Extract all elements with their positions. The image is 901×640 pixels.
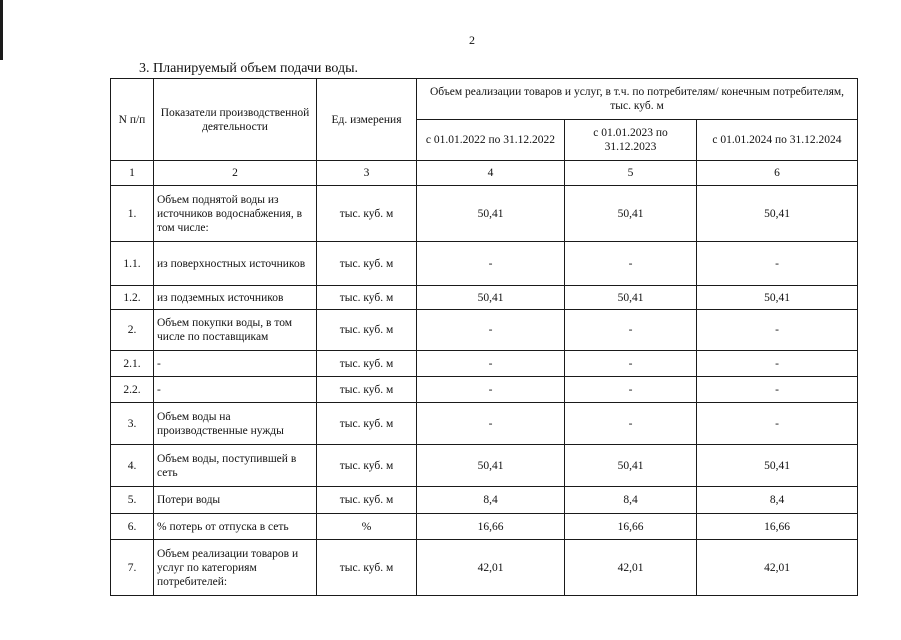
row-num: 7.: [111, 540, 154, 596]
row-value-2024: 50,41: [697, 445, 858, 487]
row-indicator: Объем покупки воды, в том числе по поставщикам: [154, 310, 317, 351]
section-title: 3. Планируемый объем подачи воды.: [139, 61, 359, 76]
row-indicator: % потерь от отпуска в сеть: [154, 514, 317, 540]
row-unit: тыс. куб. м: [317, 540, 417, 596]
row-value-2023: -: [565, 351, 697, 377]
column-number: 2: [154, 161, 317, 186]
row-unit: тыс. куб. м: [317, 445, 417, 487]
header-unit: Ед. измерения: [317, 79, 417, 161]
row-unit: %: [317, 514, 417, 540]
table-row: [111, 514, 858, 540]
table-row: [111, 286, 858, 310]
row-value-2023: 50,41: [565, 186, 697, 242]
row-unit: тыс. куб. м: [317, 242, 417, 286]
row-value-2022: -: [417, 351, 565, 377]
scan-edge-mark: [0, 0, 3, 60]
row-indicator: из подземных источников: [154, 286, 317, 310]
row-indicator: из поверхностных источников: [154, 242, 317, 286]
row-value-2022: -: [417, 377, 565, 403]
row-num: 6.: [111, 514, 154, 540]
header-row-1: [111, 79, 858, 120]
row-value-2023: -: [565, 310, 697, 351]
row-indicator: Объем воды на производственные нужды: [154, 403, 317, 445]
row-value-2022: -: [417, 310, 565, 351]
row-num: 1.1.: [111, 242, 154, 286]
row-value-2023: 16,66: [565, 514, 697, 540]
row-indicator: -: [154, 351, 317, 377]
row-value-2024: -: [697, 403, 858, 445]
column-number-row: [111, 161, 858, 186]
row-value-2022: 50,41: [417, 186, 565, 242]
row-value-2023: -: [565, 377, 697, 403]
row-value-2022: 16,66: [417, 514, 565, 540]
table-row: [111, 242, 858, 286]
header-period-2024: с 01.01.2024 по 31.12.2024: [697, 120, 858, 161]
header-num: N п/п: [111, 79, 154, 161]
row-num: 1.: [111, 186, 154, 242]
row-indicator: -: [154, 377, 317, 403]
row-value-2023: 50,41: [565, 286, 697, 310]
column-number: 6: [697, 161, 858, 186]
water-supply-table: [110, 78, 858, 596]
row-unit: тыс. куб. м: [317, 186, 417, 242]
row-value-2024: 50,41: [697, 286, 858, 310]
row-value-2023: 42,01: [565, 540, 697, 596]
column-number: 4: [417, 161, 565, 186]
table-row: [111, 186, 858, 242]
row-unit: тыс. куб. м: [317, 310, 417, 351]
row-value-2024: 16,66: [697, 514, 858, 540]
header-period-2022: с 01.01.2022 по 31.12.2022: [417, 120, 565, 161]
row-unit: тыс. куб. м: [317, 487, 417, 514]
row-value-2022: -: [417, 403, 565, 445]
header-indicator: Показатели производственной деятельности: [154, 79, 317, 161]
header-period-2023: с 01.01.2023 по 31.12.2023: [565, 120, 697, 161]
row-num: 2.1.: [111, 351, 154, 377]
table-row: [111, 377, 858, 403]
table-row: [111, 487, 858, 514]
page-number: 2: [469, 33, 475, 47]
row-num: 5.: [111, 487, 154, 514]
row-unit: тыс. куб. м: [317, 351, 417, 377]
row-value-2022: 50,41: [417, 445, 565, 487]
row-value-2022: -: [417, 242, 565, 286]
row-value-2024: -: [697, 377, 858, 403]
row-value-2024: -: [697, 242, 858, 286]
column-number: 3: [317, 161, 417, 186]
row-indicator: Потери воды: [154, 487, 317, 514]
row-unit: тыс. куб. м: [317, 286, 417, 310]
row-num: 3.: [111, 403, 154, 445]
row-value-2024: 42,01: [697, 540, 858, 596]
row-value-2024: -: [697, 310, 858, 351]
row-num: 1.2.: [111, 286, 154, 310]
table-row: [111, 351, 858, 377]
row-value-2023: 50,41: [565, 445, 697, 487]
row-value-2023: 8,4: [565, 487, 697, 514]
table-row: [111, 540, 858, 596]
row-value-2024: -: [697, 351, 858, 377]
row-indicator: Объем реализации товаров и услуг по категориям потребителей:: [154, 540, 317, 596]
row-indicator: Объем воды, поступившей в сеть: [154, 445, 317, 487]
row-value-2024: 50,41: [697, 186, 858, 242]
row-value-2023: -: [565, 403, 697, 445]
row-num: 2.2.: [111, 377, 154, 403]
row-value-2022: 8,4: [417, 487, 565, 514]
table-row: [111, 445, 858, 487]
row-indicator: Объем поднятой воды из источников водоснабжения, в том числе:: [154, 186, 317, 242]
table-row: [111, 310, 858, 351]
row-value-2023: -: [565, 242, 697, 286]
column-number: 5: [565, 161, 697, 186]
row-value-2022: 42,01: [417, 540, 565, 596]
column-number: 1: [111, 161, 154, 186]
row-value-2024: 8,4: [697, 487, 858, 514]
row-num: 4.: [111, 445, 154, 487]
table-row: [111, 403, 858, 445]
header-volume-group: Объем реализации товаров и услуг, в т.ч. по потребителям/ конечным потребителям, тыс. куб. м: [417, 79, 858, 120]
row-value-2022: 50,41: [417, 286, 565, 310]
row-unit: тыс. куб. м: [317, 403, 417, 445]
row-unit: тыс. куб. м: [317, 377, 417, 403]
row-num: 2.: [111, 310, 154, 351]
